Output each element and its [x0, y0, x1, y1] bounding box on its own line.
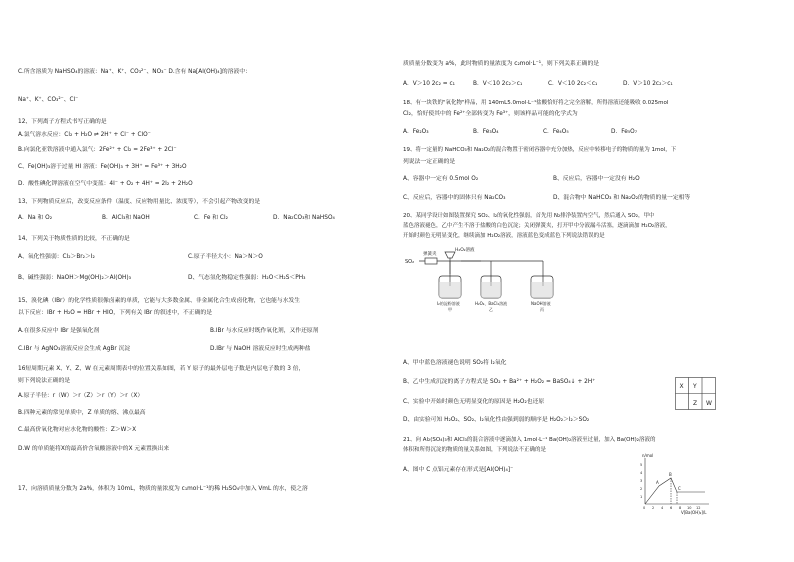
q16-option-d: D.W 的单质能将Ⅹ的最高价含氧酸溶液中的X 元素置换出来 [18, 446, 170, 452]
xtick: 6 [670, 506, 673, 510]
q18-option-d: D．Fe₅O₇ [611, 129, 638, 135]
xtick: 4 [661, 506, 664, 510]
q21-option-a: A、图中 C 点铝元素存在形式是[Al(OH)₄]⁻ [403, 467, 514, 473]
text-line: Cl₂，恰好使其中的 Fe²⁺全部转变为 Fe³⁺，则该样品可能的化学式为 [403, 111, 578, 117]
q14-option-b: B、碱性强弱：NaOH＞Mg(OH)₂＞Al(OH)₃ [18, 275, 131, 281]
text-line: 以下反应：IBr + H₂O = HBr + HIO，下列有关 IBr 的叙述中，不正确的是 [18, 310, 212, 316]
ytick: 2 [640, 487, 643, 491]
ytick: 1 [640, 495, 643, 499]
text-line: 蓝色溶液褪色，乙中产生不溶于盐酸的白色沉淀；关闭弹簧夹，打开甲中分液漏斗活塞，逐滴滴加 H₂O₂溶液， [403, 223, 671, 229]
q15-option-c: C.IBr 与 AgNO₃溶液反应会生成 AgBr 沉淀 [18, 346, 131, 352]
q19-option-a: A、容器中一定有 0.5mol O₂ [403, 176, 479, 182]
q16-option-c: C.最高价氧化物对应水化物的酸性：Z＞W＞X [18, 427, 137, 433]
q17-option-b: B．V＜10 2c₂＞c₁ [473, 81, 523, 87]
q13-option-d: D．Na₂CO₃和 NaHSO₄ [273, 215, 335, 221]
xtick: 2 [652, 506, 655, 510]
q19-option-d: D、混合物中 NaHCO₃ 和 Na₂O₂的物质的量一定相等 [553, 195, 691, 201]
q13-option-b: B．AlCl₃和 NaOH [102, 215, 150, 221]
q20-option-a: A、甲中蓝色溶液褪色说明 SO₂将 I₂氧化 [403, 360, 507, 366]
funnel-label: H₂O₂溶液 [455, 248, 475, 253]
option-c: C、Fe(OH)₃溶于过量 HI 溶液：Fe(OH)₃ + 3H⁺ = Fe³⁺ + 3H₂O [18, 164, 187, 170]
text-line: 质质量分数变为 a%，此时物质的量浓度为 c₂mol·L⁻¹，则下列关系正确的是 [403, 61, 600, 67]
q18-option-a: A．Fe₂O₃ [403, 129, 429, 135]
question-20: 20、某同学设计如图装置探究 SO₂、I₂的氧化性强弱，首先用 N₂排净装置内空气，然后通入 SO₂，甲中 [403, 213, 655, 219]
q14-option-d: D、气态氢化物稳定性强弱：H₂O＜H₂S＜PH₃ [188, 275, 306, 281]
cell-x: X [679, 383, 684, 390]
periodic-table-fragment [675, 377, 717, 411]
clamp-label: 弹簧夹 [423, 252, 437, 257]
q13-option-c: C．Fe 和 Cl₂ [194, 215, 228, 221]
point-c: C [678, 486, 681, 491]
cell-z: Z [693, 400, 698, 407]
option-d: D．酸性碘化钾溶液在空气中变蓝：4I⁻ + O₂ + 4H⁺ = 2I₂ + 2H₂O [18, 181, 193, 187]
text-line: 列说法一定正确的是 [403, 159, 456, 165]
xtick: 8 [679, 506, 682, 510]
q19-option-b: B、反应后，容器中一定没有 H₂O [553, 176, 640, 182]
jar3-label: NaOH溶液 [531, 301, 551, 306]
precipitate-graph [633, 452, 713, 516]
q16-option-b: B.四种元素的常见单质中，Z 单质的熔、沸点最高 [18, 410, 146, 416]
question-14: 14、下列关于物质性质的比较，不正确的是 [18, 236, 130, 242]
cell-y: Y [693, 383, 697, 390]
q20-option-d: D、由实验可知 H₂O₂、SO₂、I₂氧化性由强到弱的顺序是 H₂O₂＞I₂＞SO₂ [403, 417, 590, 423]
text-line: 体积和所得沉淀的物质的量关系如图，下列说法不正确的是 [403, 447, 547, 453]
jar1-sub: 甲 [448, 307, 452, 312]
cell-w: W [706, 400, 712, 407]
xtick: 0 [643, 506, 646, 510]
q18-option-c: C．Fe₄O₅ [543, 129, 569, 135]
question-13: 13、下列物质反应后，改变反应条件（温度、反应物用量比、浓度等），不会引起产物改变的是 [18, 199, 261, 205]
question-16: 16短周期元素 X、Y、Z、W 在元素周期表中的位置关系如图，若 Y 原子的最外层电子数是内层电子数的 3 倍， [18, 366, 305, 372]
jar2-label: H₂O₂、BaCl₂溶液 [475, 301, 508, 306]
q14-option-a: A、氧化性强弱：Cl₂＞Br₂＞I₂ [18, 254, 95, 260]
ytick: 5 [640, 463, 643, 467]
xtick: 10 [687, 506, 692, 510]
jar1-label: I₂的淀粉溶液 [437, 301, 460, 306]
apparatus-diagram [403, 244, 573, 316]
q15-option-b: B.IBr 与水反应时既作氧化剂，又作还原剂 [210, 328, 319, 334]
q20-option-b: B、乙中生成沉淀的离子方程式是 SO₂ + Ba²⁺ + H₂O₂ = BaSO₄↓ + 2H⁺ [403, 379, 596, 385]
text-line: Na⁺、K⁺、CO₃²⁻、Cl⁻ [18, 97, 79, 103]
point-b: B [669, 472, 672, 477]
q15-option-d: D.IBr 与 NaOH 溶液反应时生成两种盐 [210, 346, 311, 352]
funnel-icon [445, 252, 455, 258]
text-line: 开始时颜色无明显变化，继续滴加 H₂O₂溶液，溶液蓝色变成蓝色下列说法错误的是 [403, 233, 605, 239]
text-line: 则下列说法正确的是 [18, 378, 71, 384]
q17-option-d: D．V＞10 2c₂＞c₁ [623, 81, 673, 87]
xtick: 12 [696, 506, 701, 510]
question-21: 21、向 Al₂(SO₄)₃和 AlCl₃的混合溶液中逐滴加入 1mol·L⁻¹ Ba(OH)₂溶液至过量，加入 Ba(OH)₂溶液的 [403, 437, 656, 443]
q18-option-b: B．Fe₃O₄ [473, 129, 499, 135]
question-19: 19、将一定量的 NaHCO₃和 Na₂O₂的混合物置于密闭容器中充分加热，反应中转移电子的物质的量为 1mol，下 [403, 147, 677, 153]
clamp-icon [425, 258, 437, 264]
q17-option-c: C．V＜10 2c₂＜c₁ [548, 81, 598, 87]
question-12: 12、下列离子方程式书写正确的是 [18, 119, 107, 125]
ytick: 3 [640, 479, 643, 483]
option-b: B.向氯化亚铁溶液中通入氯气：2Fe²⁺ + Cl₂ = 2Fe³⁺ + 2Cl⁻ [18, 147, 177, 153]
q16-option-a: A.原子半径：r（W）＞r（Z）＞r（Y）＞r（X） [18, 393, 144, 399]
q14-option-c: C.原子半径大小：Na＞N＞O [188, 254, 263, 260]
q13-option-a: A．Na 和 O₂ [18, 215, 53, 221]
q15-option-a: A.在很多反应中 IBr 是强氧化剂 [18, 328, 100, 334]
graph-xlabel: V[Ba(OH)₂]/L [681, 510, 707, 515]
graph-ylabel: n/mol [642, 453, 654, 458]
q20-option-c: C、实验中开始时颜色无明显变化的原因是 H₂O₂也还原 [403, 399, 545, 405]
ytick: 4 [640, 471, 643, 475]
q17-option-a: A．V＞10 2c₂ = c₁ [403, 81, 455, 87]
q19-option-c: C、反应后，容器中的固体只有 Na₂CO₃ [403, 195, 506, 201]
jar2-sub: 乙 [489, 307, 493, 312]
text-line: C.所含溶质为 NaHSO₄的溶液：Na⁺、K⁺、CO₃²⁻、NO₃⁻ D.含有 Na[Al(OH)₄]的溶液中： [18, 69, 251, 75]
so2-label: SO₂ [405, 259, 415, 265]
jar3-sub: 丙 [540, 307, 544, 312]
question-18: 18、有一块铁的"氧化物"样品，用 140mL5.0mol·L⁻¹盐酸恰好将之完全溶解，所得溶液还能吸收 0.025mol [403, 100, 669, 106]
question-15: 15、溴化碘（IBr）的化学性质很像卤素的单质，它能与大多数金属、非金属化合生成卤化物，它也能与水发生 [18, 298, 301, 304]
question-17: 17、向溶质质量分数为 2a%，体积为 10mL，物质的量浓度为 c₁mol·L⁻¹的稀 H₂SO₄中加入 VmL 的水，使之溶 [18, 486, 308, 492]
point-a: A [656, 480, 659, 485]
option-a: A.氯气溶水反应：Cl₂ + H₂O ⇌ 2H⁺ + Cl⁻ + ClO⁻ [18, 132, 151, 138]
